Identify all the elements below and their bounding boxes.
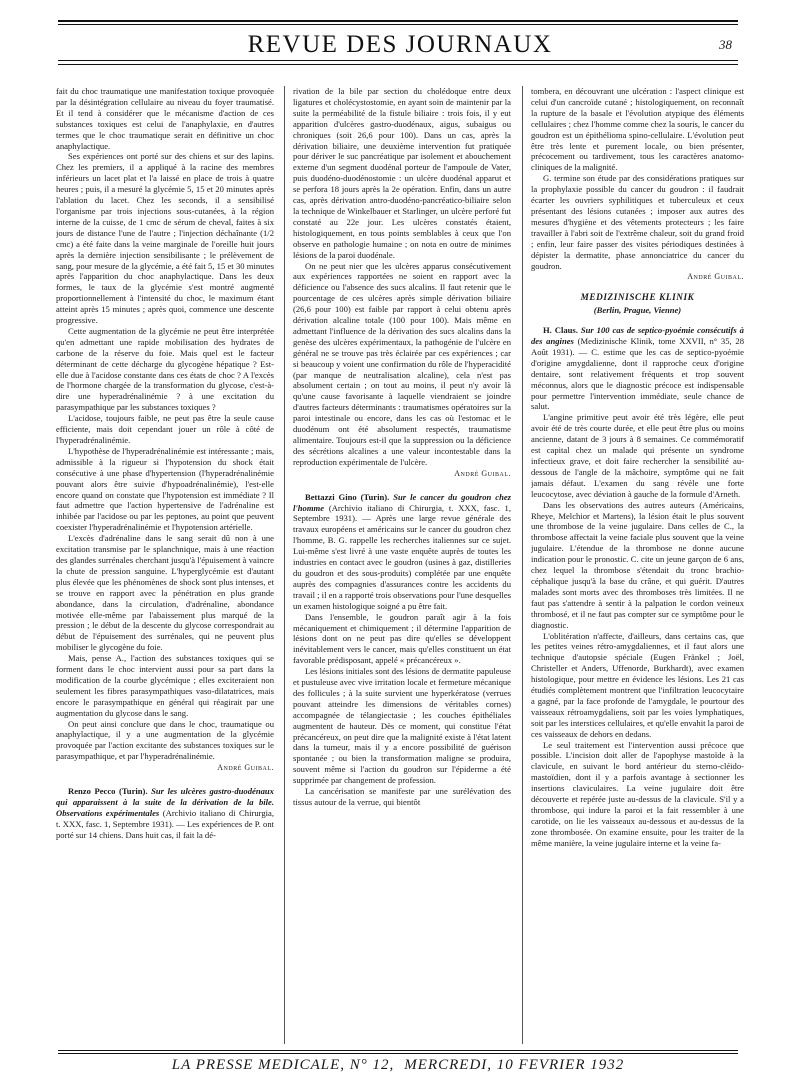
article-author: H. Claus. [543,325,578,336]
header-rule-top-thin [58,24,738,25]
article-citation: (Medizinische Klinik, tome XXVII, n° 35, 28 Août 1931). — C. estime que les cas de septico-pyoémie d'origine amygdalienne, dont il rapproche ceux d'origine dentaire, sont relativement fréquents et trop souvent méconnus, alors que le diagnostic précoce est indispensable pour permettre l'intervention immédiate, seule chance de salut. [531,336,744,412]
section-subtitle: (Berlin, Prague, Vienne) [593,305,682,316]
article-author: Renzo Pecco (Turin). [68,786,148,797]
section-title: MEDIZINISCHE KLINIK [580,292,695,303]
header-rule-bottom [58,60,738,61]
paragraph: G. termine son étude par des considérations pratiques sur la prophylaxie possible du cancer du goudron : il faudrait écarter les ouvriers syphilitiques et tuberculeux et ceux présentant des lésions cutanées ; imposer aux autres des mesures d'hygiène et des vêtements protecteurs ; les faire travailler à l'abri soit de l'extrême chaleur, soit du grand froid ; enfin, leur faire passer des visites périodiques destinées à dépister la dermatite, phase annonciatrice du cancer du goudron. [531,173,744,271]
article-title: Sur le cancer du goudron chez l'homme [293,491,511,513]
paragraph: La cancérisation se manifeste par une surélévation des tissus autour de la verrue, qui bientôt [293,786,511,807]
column-divider-2 [522,86,523,1044]
column-1 [56,86,274,1046]
paragraph: Les lésions initiales sont des lésions de dermatite papuleuse et pustuleuse avec vive irritation locale et fermeture mécanique des follicules ; à la suite survient une hyperkératose (verrues pouvant atteindre les dimensions de véritables cornes) accompagnée de télangiectasie ; les couches épithéliales augmentent de hauteur. Dès ce moment, qui constitue l'état précancéreux, on peut dire que la malignité existe à l'état latent dans la tumeur, mais il y a encore possibilité de guérison spontanée ; ou bien la transformation maligne se produira, souvent même si l'action du goudron sur l'épiderme a été supprimée par changement de profession. [293,666,511,786]
paragraph: rivation de la bile par section du cholédoque entre deux ligatures et cholécystostomie, en ayant soin de maintenir par la suite la perméabilité de la fistule biliaire : trois fois, il y eut apparition d'ulcères gastro-duodénaux, aigus, subaigus ou chroniques (soit 26,6 pour 100). Dans un cas, après la dérivation biliaire, une deuxième intervention fut pratiquée pour dériver le suc pancréatique par isolement et abouchement externe d'un segment duodénal porteur de l'ampoule de Vater, puis duodéno-duodénostomie : un ulcère duodénal apparut et se perfora 18 jours après la 2e opération. Enfin, dans un autre cas, après dérivation antro-duodéno-pancréatico-biliaire selon la technique de Winkelbauer et Starlinger, un ulcère perforé fut constaté au 22e jour. Les ulcères constatés étaient, histologiquement, en tous points semblables à ceux que l'on observe en pathologie humaine ; on nota en outre de minimes lésions de la paroi duodénale. [293,86,511,260]
paragraph: L'hypothèse de l'hyperadrénalinémie est intéressante ; mais, admissible à la rigueur si l'hypotension du shock était consécutive à une phase d'hypertension (l'hyperadrénalinémie pouvant alors être suivie d'hypoadrénalinémie), l'est-elle encore quand on constate que l'hypotension est immédiate ? Il faut admettre que l'action hypertensive de l'adrénaline est inhibée par l'acidose ou par les peptones, au point que peuvent coexister l'hyperadrénalinémie et l'hypotension artérielle. [56,445,274,533]
paragraph: Le seul traitement est l'intervention aussi précoce que possible. L'incision doit aller de l'apophyse mastoïde à la clavicule, en suivant le bord antérieur du sterno-cléido-mastoïdien, dont il y a parfois avantage à sectionner les insertions claviculaires. La veine jugulaire doit être découverte et repérée juste au-dessus de la clavicule. S'il y a thrombose, qui indure la paroi et la fait ressembler à une carotide, on lie les vaisseaux au-dessous et au-dessus de la zone thrombosée. On examine ensuite, pour les traiter de la même manière, la veine jugulaire interne et la veine fa- [531,739,744,848]
paragraph: L'acidose, toujours faible, ne peut pas être la seule cause efficiente, mais doit cependant jouer un rôle à côté de l'hyperadrénalinémie. [56,413,274,445]
paragraph: tombera, en découvrant une ulcération : l'aspect clinique est celui d'un cancroïde cutané ; histologiquement, on reconnaît la rupture de la basale et l'évolution atypique des éléments cellulaires ; chez l'homme comme chez la souris, le cancer du goudron est un épithélioma spino-cellulaire. L'évolution peut être très lente et purement locale, ou bien présenter, précocement ou tardivement, tous les caractères anatomo-cliniques de la malignité. [531,86,744,173]
paragraph: fait du choc traumatique une manifestation toxique provoquée par la désintégration cellulaire au niveau du foyer traumatisé. Et il tend à considérer que le mécanisme d'action de ces substances toxiques est celui de l'anaphylaxie, en d'autres termes que le choc traumatique serait en définitive un choc anaphylactique. [56,86,274,151]
paragraph: L'angine primitive peut avoir été très légère, elle peut avoir été de très courte durée, et elle peut être plus ou moins ancienne, datant de 3 jours à 8 semaines. Ce commémoratif est capital chez un malade qui présente un syndrome infectieux grave, et doit faire rechercher la sensibilité au-dessous de l'angle de la mâchoire, symptôme qui ne fait jamais défaut. L'examen du sang révèle une forte leucocytose, avec déviation à gauche de la formule d'Arneth. [531,412,744,499]
header-rule-top [58,20,738,22]
column-2 [293,86,511,1046]
page-title: REVUE DES JOURNAUX [247,31,553,58]
paragraph: L'excès d'adrénaline dans le sang serait dû non à une excitation transmise par le splanchnique, mais à une réaction des glandes surrénales cherchant jusqu'à l'épuisement à vaincre la chute de pression sanguine. L'hyperglycémie est d'autant plus élevée que les phénomènes de shock sont plus intenses, et se trouve en rapport avec la pénétration en plus grande abondance, dans la circulation, d'adrénaline, abondance motivée elle-même par l'abaissement plus marqué de la pression ; le début de la descente du glycose correspondrait au début de l'épuisement des surrénales, qui ne peuvent plus mobiliser le glycogène du foie. [56,533,274,653]
author-signature: André Guibal. [454,468,511,478]
footer [58,1057,738,1074]
article-citation: (Archivio italiano di Chirurgia, t. XXX, fasc. 1, Septembre 1931). — Après une large revue générale des travaux européens et américains sur le cancer du goudron chez l'homme, B. G. rappelle les recherches italiennes sur ce sujet. Lui-même s'est livré à une vaste enquête auprès de toutes les industries en contact avec le goudron (usines à gaz, distilleries du goudron et des sous-produits) complétée par une enquête auprès des compagnies d'assurances contre les accidents du travail ; il en a rapporté trois observations pour l'une desquelles un examen histologique soigné a pu être fait. [293,502,511,611]
paragraph: On peut ainsi conclure que dans le choc, traumatique ou anaphylactique, il y a une augmentation de la glycémie provoquée par l'action excitante des substances toxiques sur le parasympathique, et par l'hyperadrénalinémie. [56,718,274,762]
article-citation: (Archivio italiano di Chirurgia, t. XXX, fasc. 1, Septembre 1931). — Les expériences de P. ont porté sur 14 chiens. Dans huit cas, il fait la dé- [56,807,274,840]
page-number: 38 [719,37,732,52]
paragraph: Mais, pense A., l'action des substances toxiques qui se forment dans le choc intervient aussi pour sa part dans la modification de la courbe glycémique ; elles exciteraient non seulement les fibres parasympathiques vaso-dilatatrices, mais encore le parasympathique en général qui réagirait par une augmentation du glycose dans le sang. [56,653,274,718]
paragraph: Cette augmentation de la glycémie ne peut être interprétée qu'en admettant une rapide mobilisation des hydrates de carbone de la réserve du foie. Mais quel est le facteur déterminant de cette décharge du glycogène hépatique ? Est-elle due à l'acidose constante dans ces états de choc ? A l'excès de l'hormone chargée de la transformation du glycose, c'est-à-dire une hyperadrénalinémie ? à une excitation du parasympathique par les substances toxiques ? [56,325,274,413]
author-signature: André Guibal. [687,272,744,282]
column-3 [531,86,744,1046]
article-title: Sur les ulcères gastro-duodénaux qui apparaissent à la suite de la dérivation de la bile. Observations expérimentales [56,786,274,818]
paragraph: Dans les observations des autres auteurs (Américains, Rheye, Melchior et Martens), la lésion était le plus souvent une thrombose de la veine jugulaire. Dans celles de C., la thrombose affectait la veine faciale plus souvent que la veine jugulaire. L'étendue de la thrombose ne donne aucune indication pour le pronostic. C. cite un jeune garçon de 6 ans, chez lequel la thrombose s'étendait du tronc brachio-céphalique jusqu'à la base du crâne, et qui guérit. D'autres malades sont morts avec des thromboses très limitées. Il ne faut pas s'attendre à sentir à la palpation le cordon veineux thrombosé, et il ne faut pas compter sur ce symptôme pour le diagnostic. [531,499,744,630]
article-title: Sur 100 cas de septico-pyoémie consécutifs à des angines [531,325,744,347]
paragraph: L'oblitération n'affecte, d'ailleurs, dans certains cas, que les petites veines rétro-amygdaliennes, et il faut alors une technique d'autopsie spéciale (Eugen Fränkel ; Joël, Christeller et Anders, Uffenorde, Burkhardt), avec examen histologique, pour mettre en évidence les lésions. Les 21 cas étudiés complètement montrent que l'infiltration leucocytaire a gagné, par la face profonde de l'amygdale, le pourtour des vaisseaux rétroamygdaliens, soit par les voies lymphatiques, soit par les interstices cellulaires, et qu'elle envahit la paroi de ces vaisseaux de dehors en dedans. [531,630,744,739]
column-divider-1 [284,86,285,1044]
paragraph: On ne peut nier que les ulcères apparus consécutivement aux expériences rapportées ne soient en rapport avec la déficience ou l'absence des sucs alcalins. Il faut retenir que le pourcentage de ces ulcères après simple dérivation biliaire (26,6 pour 100) est faible par rapport à celui obtenu après dérivation alcaline totale (100 pour 100). Mais même en admettant l'influence de la dérivation des sucs alcalins dans la genèse des ulcères expérimentaux, la pathogénie de l'ulcère en général ne se trouve pas très éclairée par ces expériences ; car si beaucoup y voient une confirmation du rôle de l'hyperacidité (par manque de neutralisation alcaline), cela n'est pas absolument certain ; on tout au moins, il peut n'y avoir là qu'une cause favorisante à laquelle viendraient se joindre d'autres facteurs déterminants : traumatismes opératoires sur la paroi intestinale ou encore, dans les cas où l'estomac et le duodénum ont été absolument respectés, traumatisme alimentaire. Toujours est-il que la suppression ou la déficience des sécrétions alcalines a une valeur incontestable dans la reproduction expérimentale de l'ulcère. [293,260,511,467]
paragraph: Dans l'ensemble, le goudron paraît agir à la fois mécaniquement et chimiquement ; il détermine l'apparition de lésions dont on ne peut pas dire qu'elles se développent inévitablement vers le cancer, mais qu'elles constituent un état favorable prédisposant, appelé « précancéreux ». [293,611,511,666]
article-intro [56,786,274,841]
paragraph: Ses expériences ont porté sur des chiens et sur des lapins. Chez les premiers, il a appliqué à la racine des membres inférieurs un lacet plat et l'a laissé en place de trois à quatre heures ; puis, il a mesuré la glycémie 5, 15 et 20 minutes après l'ablation du lacet. Chez les seconds, il a sensibilisé l'organisme par trois injections sous-cutanées, à la région interne de la cuisse, de 1 cmc de sérum de cheval, faites à six jours de distance l'une de l'autre ; l'injection déchaînante (1/2 cmc) a été faite dans la veine marginale de l'oreille huit jours après la dernière injection sensibilisante ; le prélèvement de sang, pour mesure de la glycémie, a été fait 5, 15 et 30 minutes après l'apparition du choc anaphylactique. Dans les deux formes, le taux de la glycémie s'est montré augmenté proportionnellement à l'intensité du choc, le maximum étant atteint après 15 minutes ; après quoi, commence une descente progressive. [56,151,274,326]
author-signature: André Guibal. [217,763,274,773]
article-intro [293,492,511,612]
footer-rule [58,1050,738,1051]
footer-date: MERCREDI, 10 FEVRIER 1932 [404,1057,625,1073]
header-rule-bottom-thin [58,64,738,65]
footer-publication: LA PRESSE MEDICALE, N° 12, [171,1057,395,1073]
article-intro [531,325,744,412]
article-author: Bettazzi Gino (Turin). [305,491,390,502]
footer-rule-thin [58,1053,738,1054]
